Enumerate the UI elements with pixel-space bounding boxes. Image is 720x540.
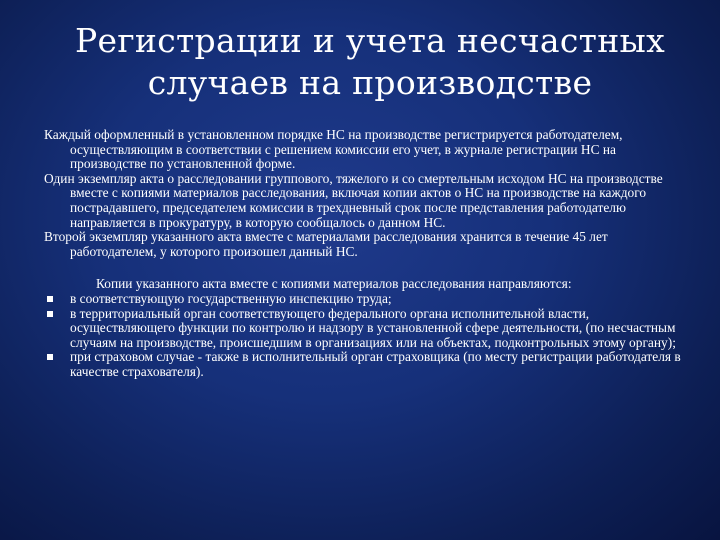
list-item-text: при страховом случае - также в исполнительный орган страховщика (по месту регистрации работодателя в качестве страхователя).: [70, 349, 681, 379]
paragraph-registration: Каждый оформленный в установленном порядке НС на производстве регистрируется работодателем, осуществляющим в соответствии с решением комиссии его учет, в журнале регистрации НС на производстве по установленной форме.: [44, 127, 623, 172]
paragraph-storage: Второй экземпляр указанного акта вместе с материалами расследования хранится в течение 45 лет работодателем, у которого произошел данный НС.: [44, 229, 608, 259]
recipients-list: [44, 292, 682, 380]
title-line-2: случаев на производстве: [147, 63, 593, 102]
title-line-1: Регистрации и учета несчастных: [74, 21, 666, 60]
list-item: [44, 350, 682, 379]
list-item: [44, 307, 682, 351]
list-item-text: в территориальный орган соответствующего федерального органа исполнительной власти, осуществляющего функции по контролю и надзору в установленной сфере деятельности, (по несчастным случаям на производстве, происшедшим в организациях или на объектах, подконтрольных этому органу);: [70, 305, 676, 350]
list-item: [44, 292, 682, 307]
slide-title: [40, 20, 700, 104]
spacer: [44, 259, 682, 277]
square-bullet-icon: [47, 311, 53, 317]
slide-body: [44, 128, 682, 380]
square-bullet-icon: [47, 354, 53, 360]
paragraph-prosecutor: Один экземпляр акта о расследовании группового, тяжелого и со смертельным исходом НС на производстве вместе с копиями материалов расследования, включая копии актов о НС на производстве на каждого пострадавшего, председателем комиссии в трехдневный срок после представления работодателю направляется в прокуратуру, в которую сообщалось о данном НС.: [44, 170, 663, 230]
square-bullet-icon: [47, 296, 53, 302]
copies-intro: Копии указанного акта вместе с копиями материалов расследования направляются:: [96, 276, 572, 292]
list-item-text: в соответствующую государственную инспекцию труда;: [70, 290, 392, 306]
